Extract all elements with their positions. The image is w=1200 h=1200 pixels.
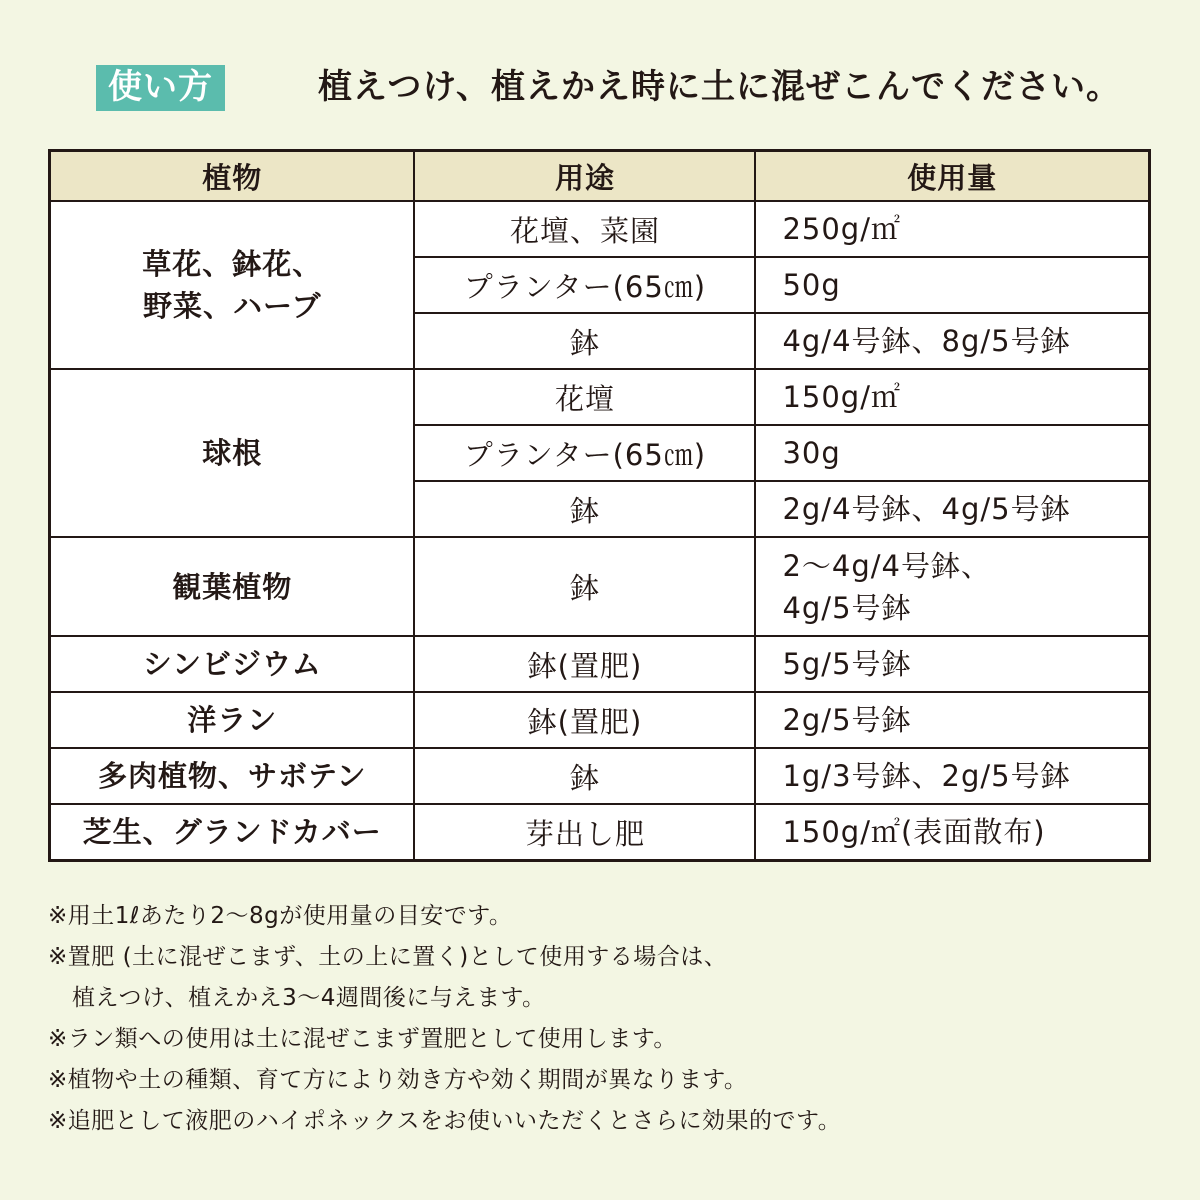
note-line: 植えつけ、植えかえ3～4週間後に与えます。 bbox=[72, 985, 546, 1011]
amount-text: 50g bbox=[782, 268, 841, 302]
amount-text: 150g/㎡ bbox=[782, 380, 901, 414]
amount-text: 4g/4号鉢、8g/5号鉢 bbox=[782, 324, 1071, 358]
plant-cell bbox=[50, 369, 415, 537]
notes bbox=[48, 896, 841, 1142]
table-body bbox=[50, 201, 1150, 861]
plant-cell bbox=[50, 804, 415, 861]
amount-text: 250g/㎡ bbox=[782, 212, 901, 246]
use-cell: プランター(65㎝) bbox=[414, 257, 755, 313]
plant-label: 草花、鉢花、 bbox=[142, 247, 323, 281]
note-line: ※用土1ℓあたり2～8gが使用量の目安です。 bbox=[48, 903, 513, 929]
table-header-row bbox=[50, 151, 1150, 202]
plant-cell bbox=[50, 537, 415, 636]
amount-text: 5g/5号鉢 bbox=[782, 647, 912, 681]
amount-cell bbox=[755, 201, 1149, 257]
plant-label: 野菜、ハーブ bbox=[142, 289, 322, 323]
table-row bbox=[50, 369, 1150, 425]
plant-cell bbox=[50, 636, 415, 692]
header bbox=[0, 60, 1200, 120]
plant-label: 球根 bbox=[202, 436, 263, 470]
plant-label: シンビジウム bbox=[142, 647, 322, 681]
plant-cell bbox=[50, 201, 415, 369]
amount-cell bbox=[755, 425, 1149, 481]
usage-table bbox=[48, 149, 1151, 862]
table-row bbox=[50, 692, 1150, 748]
amount-text: 2g/5号鉢 bbox=[782, 703, 912, 737]
table-row bbox=[50, 537, 1150, 636]
table-row bbox=[50, 748, 1150, 804]
use-cell: プランター(65㎝) bbox=[414, 425, 755, 481]
use-cell: 鉢 bbox=[414, 748, 755, 804]
amount-cell bbox=[755, 537, 1149, 636]
table-row bbox=[50, 804, 1150, 861]
use-cell: 鉢 bbox=[414, 537, 755, 636]
table-row bbox=[50, 636, 1150, 692]
amount-cell bbox=[755, 369, 1149, 425]
use-cell: 鉢(置肥) bbox=[414, 636, 755, 692]
use-cell: 花壇 bbox=[414, 369, 755, 425]
amount-cell bbox=[755, 692, 1149, 748]
column-header-amount: 使用量 bbox=[755, 151, 1149, 202]
plant-label: 芝生、グランドカバー bbox=[82, 815, 382, 849]
column-header-plant: 植物 bbox=[50, 151, 415, 202]
usage-badge: 使い方 bbox=[96, 65, 225, 111]
amount-cell bbox=[755, 636, 1149, 692]
plant-cell bbox=[50, 748, 415, 804]
amount-text: 4g/5号鉢 bbox=[782, 590, 912, 625]
page-headline: 植えつけ、植えかえ時に土に混ぜこんでください。 bbox=[318, 67, 1121, 107]
note-line: ※ラン類への使用は土に混ぜこまず置肥として使用します。 bbox=[48, 1026, 677, 1052]
amount-cell bbox=[755, 748, 1149, 804]
amount-text: 1g/3号鉢、2g/5号鉢 bbox=[782, 759, 1071, 793]
use-cell: 花壇、菜園 bbox=[414, 201, 755, 257]
use-cell: 芽出し肥 bbox=[414, 804, 755, 861]
plant-cell bbox=[50, 692, 415, 748]
amount-cell bbox=[755, 313, 1149, 369]
amount-cell bbox=[755, 481, 1149, 537]
note-line: ※植物や土の種類、育て方により効き方や効く期間が異なります。 bbox=[48, 1067, 748, 1093]
table-row bbox=[50, 201, 1150, 257]
amount-text: 30g bbox=[782, 436, 841, 470]
column-header-use: 用途 bbox=[414, 151, 755, 202]
use-cell: 鉢 bbox=[414, 481, 755, 537]
amount-cell bbox=[755, 804, 1149, 861]
amount-text: 150g/㎡(表面散布) bbox=[782, 815, 1046, 849]
note-line: ※追肥として液肥のハイポネックスをお使いいただくとさらに効果的です。 bbox=[48, 1108, 842, 1134]
plant-label: 観葉植物 bbox=[172, 569, 293, 604]
amount-text: 2g/4号鉢、4g/5号鉢 bbox=[782, 492, 1071, 526]
plant-label: 洋ラン bbox=[187, 703, 278, 737]
plant-label: 多肉植物、サボテン bbox=[97, 759, 367, 793]
amount-cell bbox=[755, 257, 1149, 313]
use-cell: 鉢(置肥) bbox=[414, 692, 755, 748]
use-cell: 鉢 bbox=[414, 313, 755, 369]
amount-text: 2～4g/4号鉢、 bbox=[782, 548, 991, 583]
note-line: ※置肥 (土に混ぜこまず、土の上に置く)として使用する場合は、 bbox=[48, 944, 728, 970]
